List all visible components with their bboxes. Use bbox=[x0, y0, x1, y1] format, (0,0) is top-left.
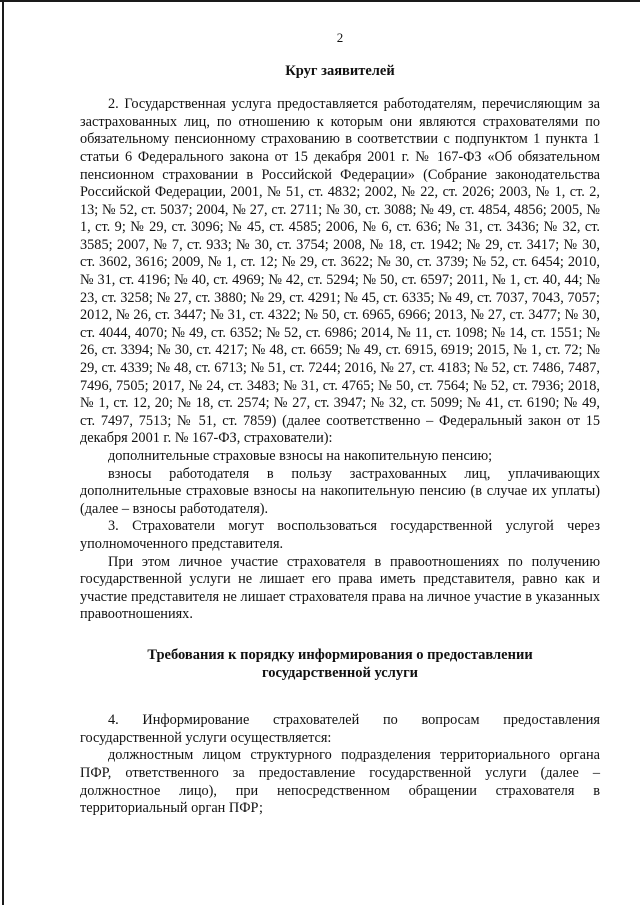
scan-border-left bbox=[2, 0, 4, 905]
document-page bbox=[80, 30, 600, 818]
page-number: 2 bbox=[336, 30, 344, 45]
section-heading-informing-line2: государственной услуги bbox=[261, 665, 419, 682]
paragraph-personal-participation: При этом личное участие страхователя в правоотношениях по получению государственной услуги не лишает его права иметь представителя, равно как и участие представителя не лишает страхователя права на личное участие в указанных правоотношениях. bbox=[80, 553, 600, 623]
paragraph-additional-contributions: дополнительные страховые взносы на накопительную пенсию; bbox=[108, 448, 493, 464]
section-heading-informing bbox=[80, 646, 600, 682]
paragraph-employer-contributions: взносы работодателя в пользу застрахованных лиц, уплачивающих дополнительные страховые взносы на накопительную пенсию (в случае их уплаты) (далее – взносы работодателя). bbox=[80, 465, 600, 517]
paragraph-3: 3. Страхователи могут воспользоваться государственной услугой через уполномоченного представителя. bbox=[80, 518, 600, 552]
paragraph-official-person: должностным лицом структурного подразделения территориального органа ПФР, ответственного за предоставление государственной услуги (далее – должностное лицо), при непосредственном обращении страхователя в территориальный орган ПФР; bbox=[80, 747, 600, 817]
paragraph-4: 4. Информирование страхователей по вопросам предоставления государственной услуги осуществляется: bbox=[80, 712, 600, 746]
scan-border-top bbox=[0, 0, 640, 2]
paragraph-2: 2. Государственная услуга предоставляется работодателям, перечисляющим за застрахованных лиц, по отношению к которым они являются страхователями по обязательному пенсионному страхованию в соответствии с подпунктом 1 пункта 1 статьи 6 Федерального закона от 15 декабря 2001 г. № 167-ФЗ «Об обязательном пенсионном страховании в Российской Федерации» (Собрание законодательства Российской Федерации, 2001, № 51, ст. 4832; 2002, № 22, ст. 2026; 2003, № 1, ст. 2, 13; № 52, ст. 5037; 2004, № 27, ст. 2711; № 30, ст. 3088; № 49, ст. 4854, 4856; 2005, № 1, ст. 9; № 29, ст. 3096; № 45, ст. 4585; 2006, № 6, ст. 636; № 31, ст. 3436; № 32, ст. 3585; 2007, № 7, ст. 933; № 30, ст. 3754; 2008, № 18, ст. 1942; № 29, ст. 3417; № 30, ст. 3602, 3616; 2009, № 1, ст. 12; № 29, ст. 3622; № 30, ст. 3739; № 52, ст. 6454; 2010, № 31, ст. 4196; № 40, ст. 4969; № 42, ст. 5294; № 50, ст. 6597; 2011, № 1, ст. 40, 44; № 23, ст. 3258; № 27, ст. 3880; № 29, ст. 4291; № 45, ст. 6335; № 49, ст. 7037, 7043, 7057; 2012, № 26, ст. 3447; № 31, ст. 4322; № 50, ст. 6965, 6966; 2013, № 27, ст. 3477; № 30, ст. 4044, 4070; № 49, ст. 6352; № 52, ст. 6986; 2014, № 11, ст. 1098; № 14, ст. 1551; № 26, ст. 3394; № 30, ст. 4217; № 48, ст. 6659; № 49, ст. 6915, 6919; 2015, № 1, ст. 72; № 29, ст. 4339; № 48, ст. 6713; № 51, ст. 7244; 2016, № 27, ст. 4183; № 52, ст. 7486, 7487, 7496, 7505; 2017, № 24, ст. 3483; № 31, ст. 4765; № 50, ст. 7564; № 52, ст. 7936; 2018, № 1, ст. 12, 20; № 18, ст. 2574; № 27, ст. 3947; № 32, ст. 5099; № 41, ст. 6190; № 49, ст. 7497, 7513; № 51, ст. 7859) (далее соответственно – Федеральный закон от 15 декабря 2001 г. № 167-ФЗ, страхователи): bbox=[80, 96, 600, 447]
section-heading-applicants: Круг заявителей bbox=[285, 63, 395, 79]
section-heading-informing-line1: Требования к порядку информирования о предоставлении bbox=[147, 646, 533, 663]
